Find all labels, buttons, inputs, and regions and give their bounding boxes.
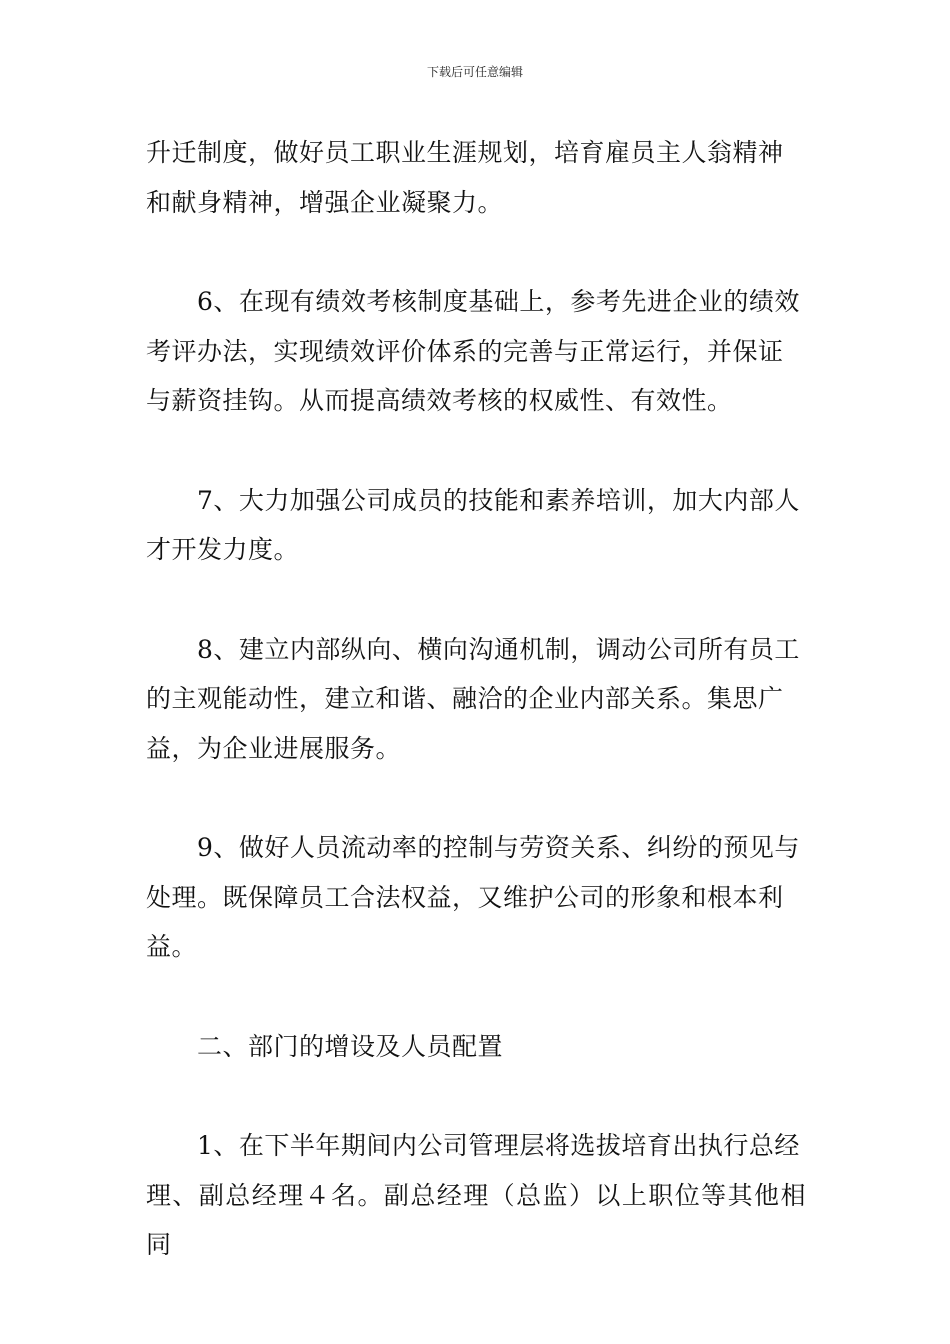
text-line: 9、做好人员流动率的控制与劳资关系、纠纷的预见与 bbox=[146, 833, 800, 862]
text-line: 处理。既保障员工合法权益，又维护公司的形象和根本利 bbox=[146, 882, 784, 912]
text-line: 与薪资挂钩。从而提高绩效考核的权威性、有效性。 bbox=[146, 386, 733, 415]
text-line: 益，为企业进展服务。 bbox=[146, 733, 402, 763]
text-line: 6、在现有绩效考核制度基础上，参考先进企业的绩效 bbox=[146, 287, 800, 316]
document-body bbox=[146, 128, 806, 1270]
text-line: 才开发力度。 bbox=[146, 535, 300, 564]
text-line: 升迁制度，做好员工职业生涯规划，培育雇员主人翁精神 bbox=[146, 138, 784, 167]
paragraph-item-1 bbox=[146, 1121, 806, 1270]
text-line: 的主观能动性，建立和谐、融洽的企业内部关系。集思广 bbox=[146, 684, 784, 713]
paragraph-item-8 bbox=[146, 625, 806, 774]
paragraph-1 bbox=[146, 128, 806, 227]
section-heading bbox=[146, 1022, 806, 1072]
paragraph-item-6 bbox=[146, 277, 806, 426]
text-line: 1、在下半年期间内公司管理层将选拔培育出执行总经 bbox=[146, 1131, 800, 1160]
text-line: 7、大力加强公司成员的技能和素养培训，加大内部人 bbox=[146, 485, 800, 515]
text-line: 益。 bbox=[146, 932, 198, 961]
paragraph-item-7 bbox=[146, 476, 806, 575]
text-line: 和献身精神，增强企业凝聚力。 bbox=[146, 187, 504, 217]
text-line: 8、建立内部纵向、横向沟通机制，调动公司所有员工 bbox=[146, 634, 800, 664]
text-line: 理、副总经理４名。副总经理（总监）以上职位等其他相同 bbox=[146, 1180, 806, 1259]
paragraph-item-9 bbox=[146, 823, 806, 972]
text-line: 考评办法，实现绩效评价体系的完善与正常运行，并保证 bbox=[146, 336, 784, 366]
text-line: 二、部门的增设及人员配置 bbox=[146, 1031, 504, 1061]
page-header-note: 下载后可任意编辑 bbox=[426, 65, 523, 79]
